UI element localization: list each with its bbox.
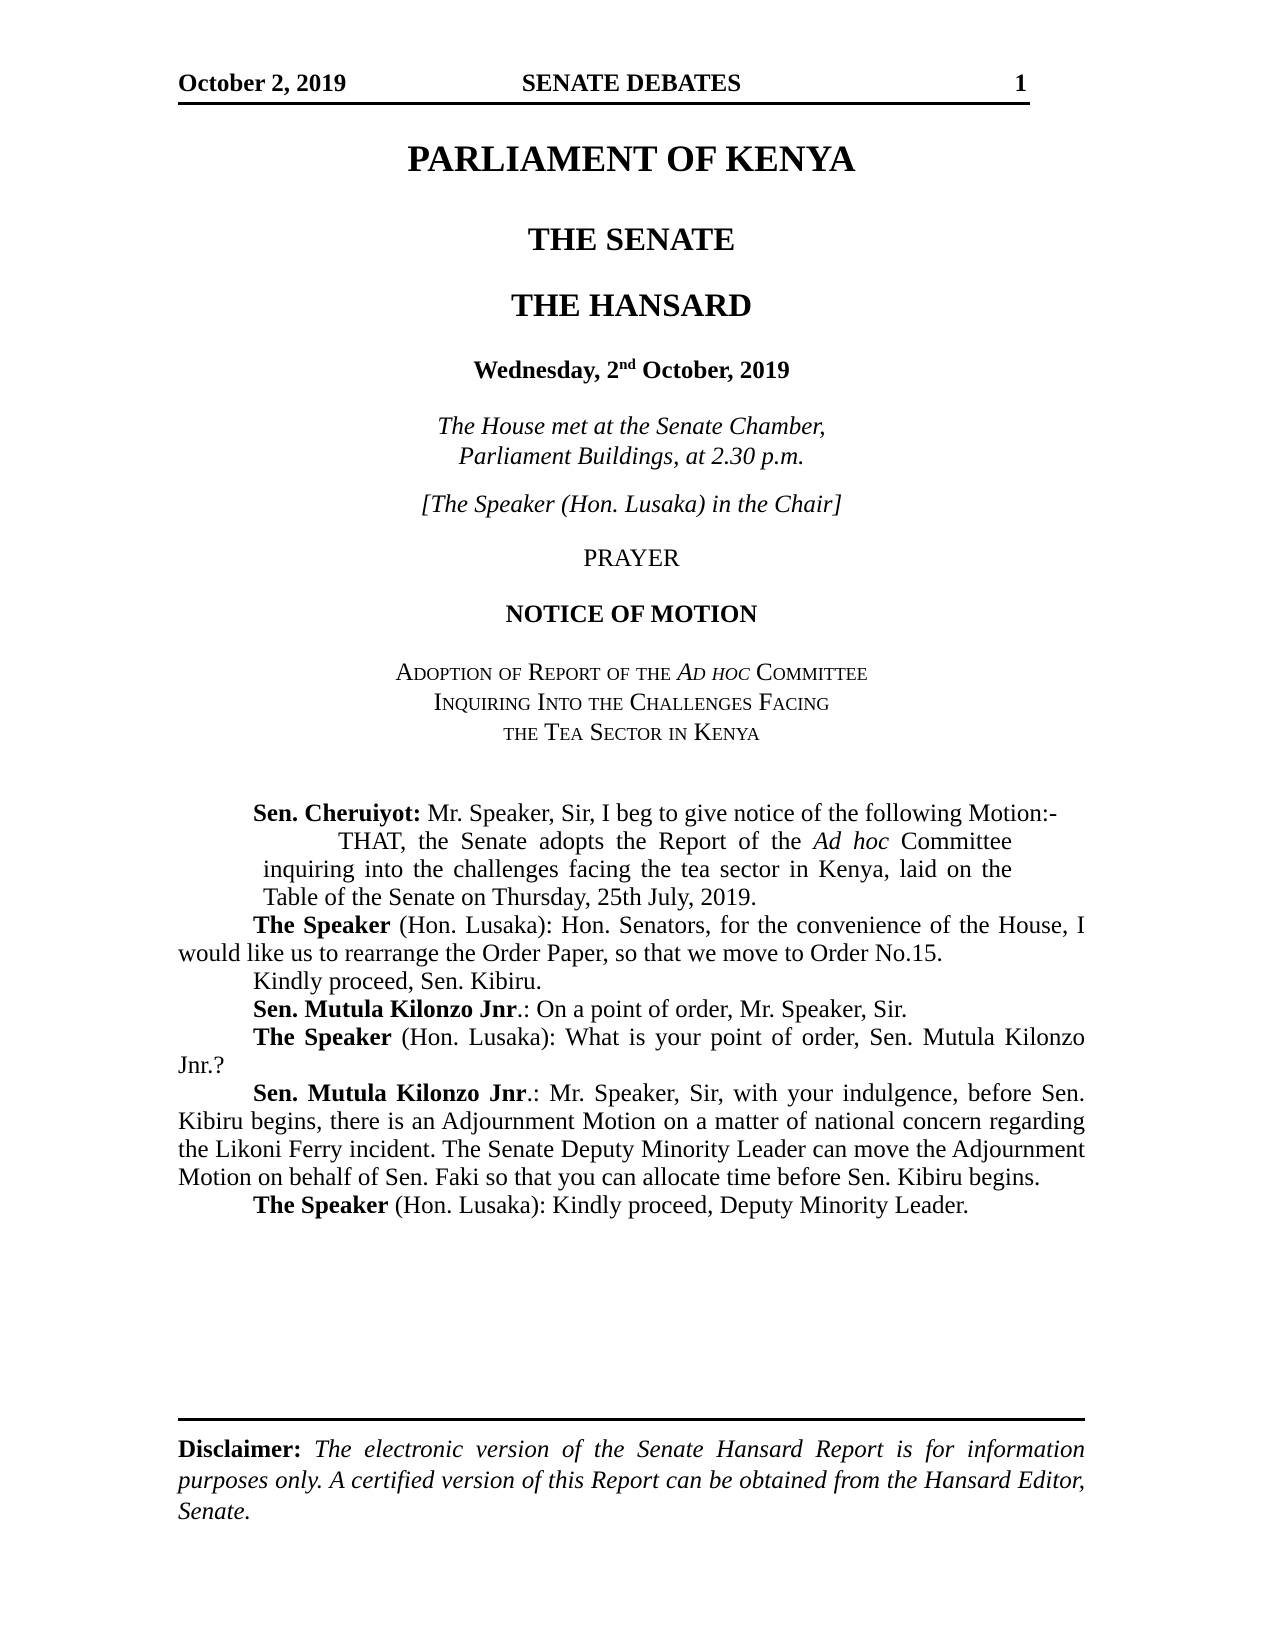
page-number: 1 — [1014, 70, 1027, 97]
hansard-paragraph — [178, 996, 1085, 1024]
hansard-paragraph — [178, 912, 1085, 968]
text-segment: Wednesday, 2 — [473, 357, 620, 384]
text-segment: The Speaker — [253, 1024, 392, 1051]
hansard-paragraph — [263, 828, 1012, 912]
text-segment: (Hon. Lusaka): What is your point of order, Sen. Mutula Kilonzo Jnr.? — [178, 1024, 1085, 1079]
disclaimer-label: Disclaimer: — [178, 1436, 302, 1463]
hansard-paragraph — [178, 800, 1085, 828]
page-footer — [178, 1418, 1085, 1527]
text-segment: The Speaker — [253, 1192, 389, 1219]
disclaimer — [178, 1434, 1085, 1527]
text-segment: October, 2019 — [635, 357, 790, 384]
text-segment: Adoption of Report of the — [395, 659, 678, 686]
text-segment: Kindly proceed, Sen. Kibiru. — [253, 968, 542, 995]
text-segment: Mr. Speaker, Sir, I beg to give notice of the following Motion:- — [421, 800, 1058, 827]
header-title: SENATE DEBATES — [521, 70, 742, 97]
text-segment: The Speaker — [253, 912, 391, 939]
disclaimer-text: The electronic version of the Senate Hansard Report is for information purposes only. A certified version of this Report can be obtained from the Hansard Editor, Senate. — [178, 1436, 1085, 1525]
sitting-date — [178, 350, 1085, 386]
text-segment: Sen. Cheruiyot: — [253, 800, 422, 827]
header-date: October 2, 2019 — [178, 70, 347, 97]
text-segment: (Hon. Lusaka): Hon. Senators, for the convenience of the House, I would like us to rearrange the Order Paper, so that we move to Order No.15. — [178, 912, 1085, 967]
text-segment: Sen. Mutula Kilonzo Jnr — [253, 1080, 527, 1107]
text-segment: .: On a point of order, Mr. Speaker, Sir. — [516, 996, 908, 1023]
text-segment: nd — [619, 357, 636, 373]
section-subtitle — [178, 658, 1085, 748]
prayer-heading: PRAYER — [583, 545, 680, 572]
hansard-paragraph — [178, 968, 1085, 996]
section-subtitle-line-3 — [178, 718, 1085, 748]
hansard-paragraph — [178, 1024, 1085, 1080]
text-segment: Committee — [749, 659, 868, 686]
header-rule — [178, 102, 1030, 105]
venue-line-1: The House met at the Senate Chamber, — [437, 413, 826, 440]
text-segment: Committee inquiring into the challenges facing the tea sector in Kenya, laid on the Table of the Senate on Thursday, 25th July, 2019. — [263, 828, 1012, 911]
text-segment: (Hon. Lusaka): Kindly proceed, Deputy Minority Leader. — [388, 1192, 969, 1219]
text-segment: Ad hoc — [813, 828, 890, 855]
body-paragraphs — [178, 800, 1085, 1220]
section-subtitle-line-1 — [178, 658, 1085, 688]
masthead-parliament: PARLIAMENT OF KENYA — [407, 139, 856, 180]
section-subtitle-line-2 — [178, 688, 1085, 718]
masthead-hansard: THE HANSARD — [510, 288, 753, 324]
venue-line-2: Parliament Buildings, at 2.30 p.m. — [458, 443, 805, 470]
venue-lines — [178, 412, 1085, 472]
running-header — [178, 70, 1085, 102]
text-segment: Sen. Mutula Kilonzo Jnr — [253, 996, 517, 1023]
section-title: NOTICE OF MOTION — [505, 601, 758, 628]
text-segment: Inquiring Into the Challenges Facing — [433, 689, 830, 716]
hansard-paragraph — [178, 1192, 1085, 1220]
masthead-senate: THE SENATE — [527, 222, 736, 258]
hansard-paragraph — [178, 1080, 1085, 1192]
chair-line: [The Speaker (Hon. Lusaka) in the Chair] — [420, 491, 843, 518]
text-segment: the Tea Sector in Kenya — [503, 719, 760, 746]
text-segment: .: Mr. Speaker, Sir, with your indulgence, before Sen. Kibiru begins, there is an Adjournment Motion on a matter of national concern regarding the Likoni Ferry incident. The Senate Deputy Minority Leader can move the Adjournment Motion on behalf of Sen. Faki so that you can allocate time before Sen. Kibiru begins. — [178, 1080, 1085, 1191]
text-segment: Ad hoc — [677, 659, 750, 686]
text-segment: THAT, the Senate adopts the Report of the — [338, 828, 814, 855]
page-content — [178, 0, 1085, 1220]
